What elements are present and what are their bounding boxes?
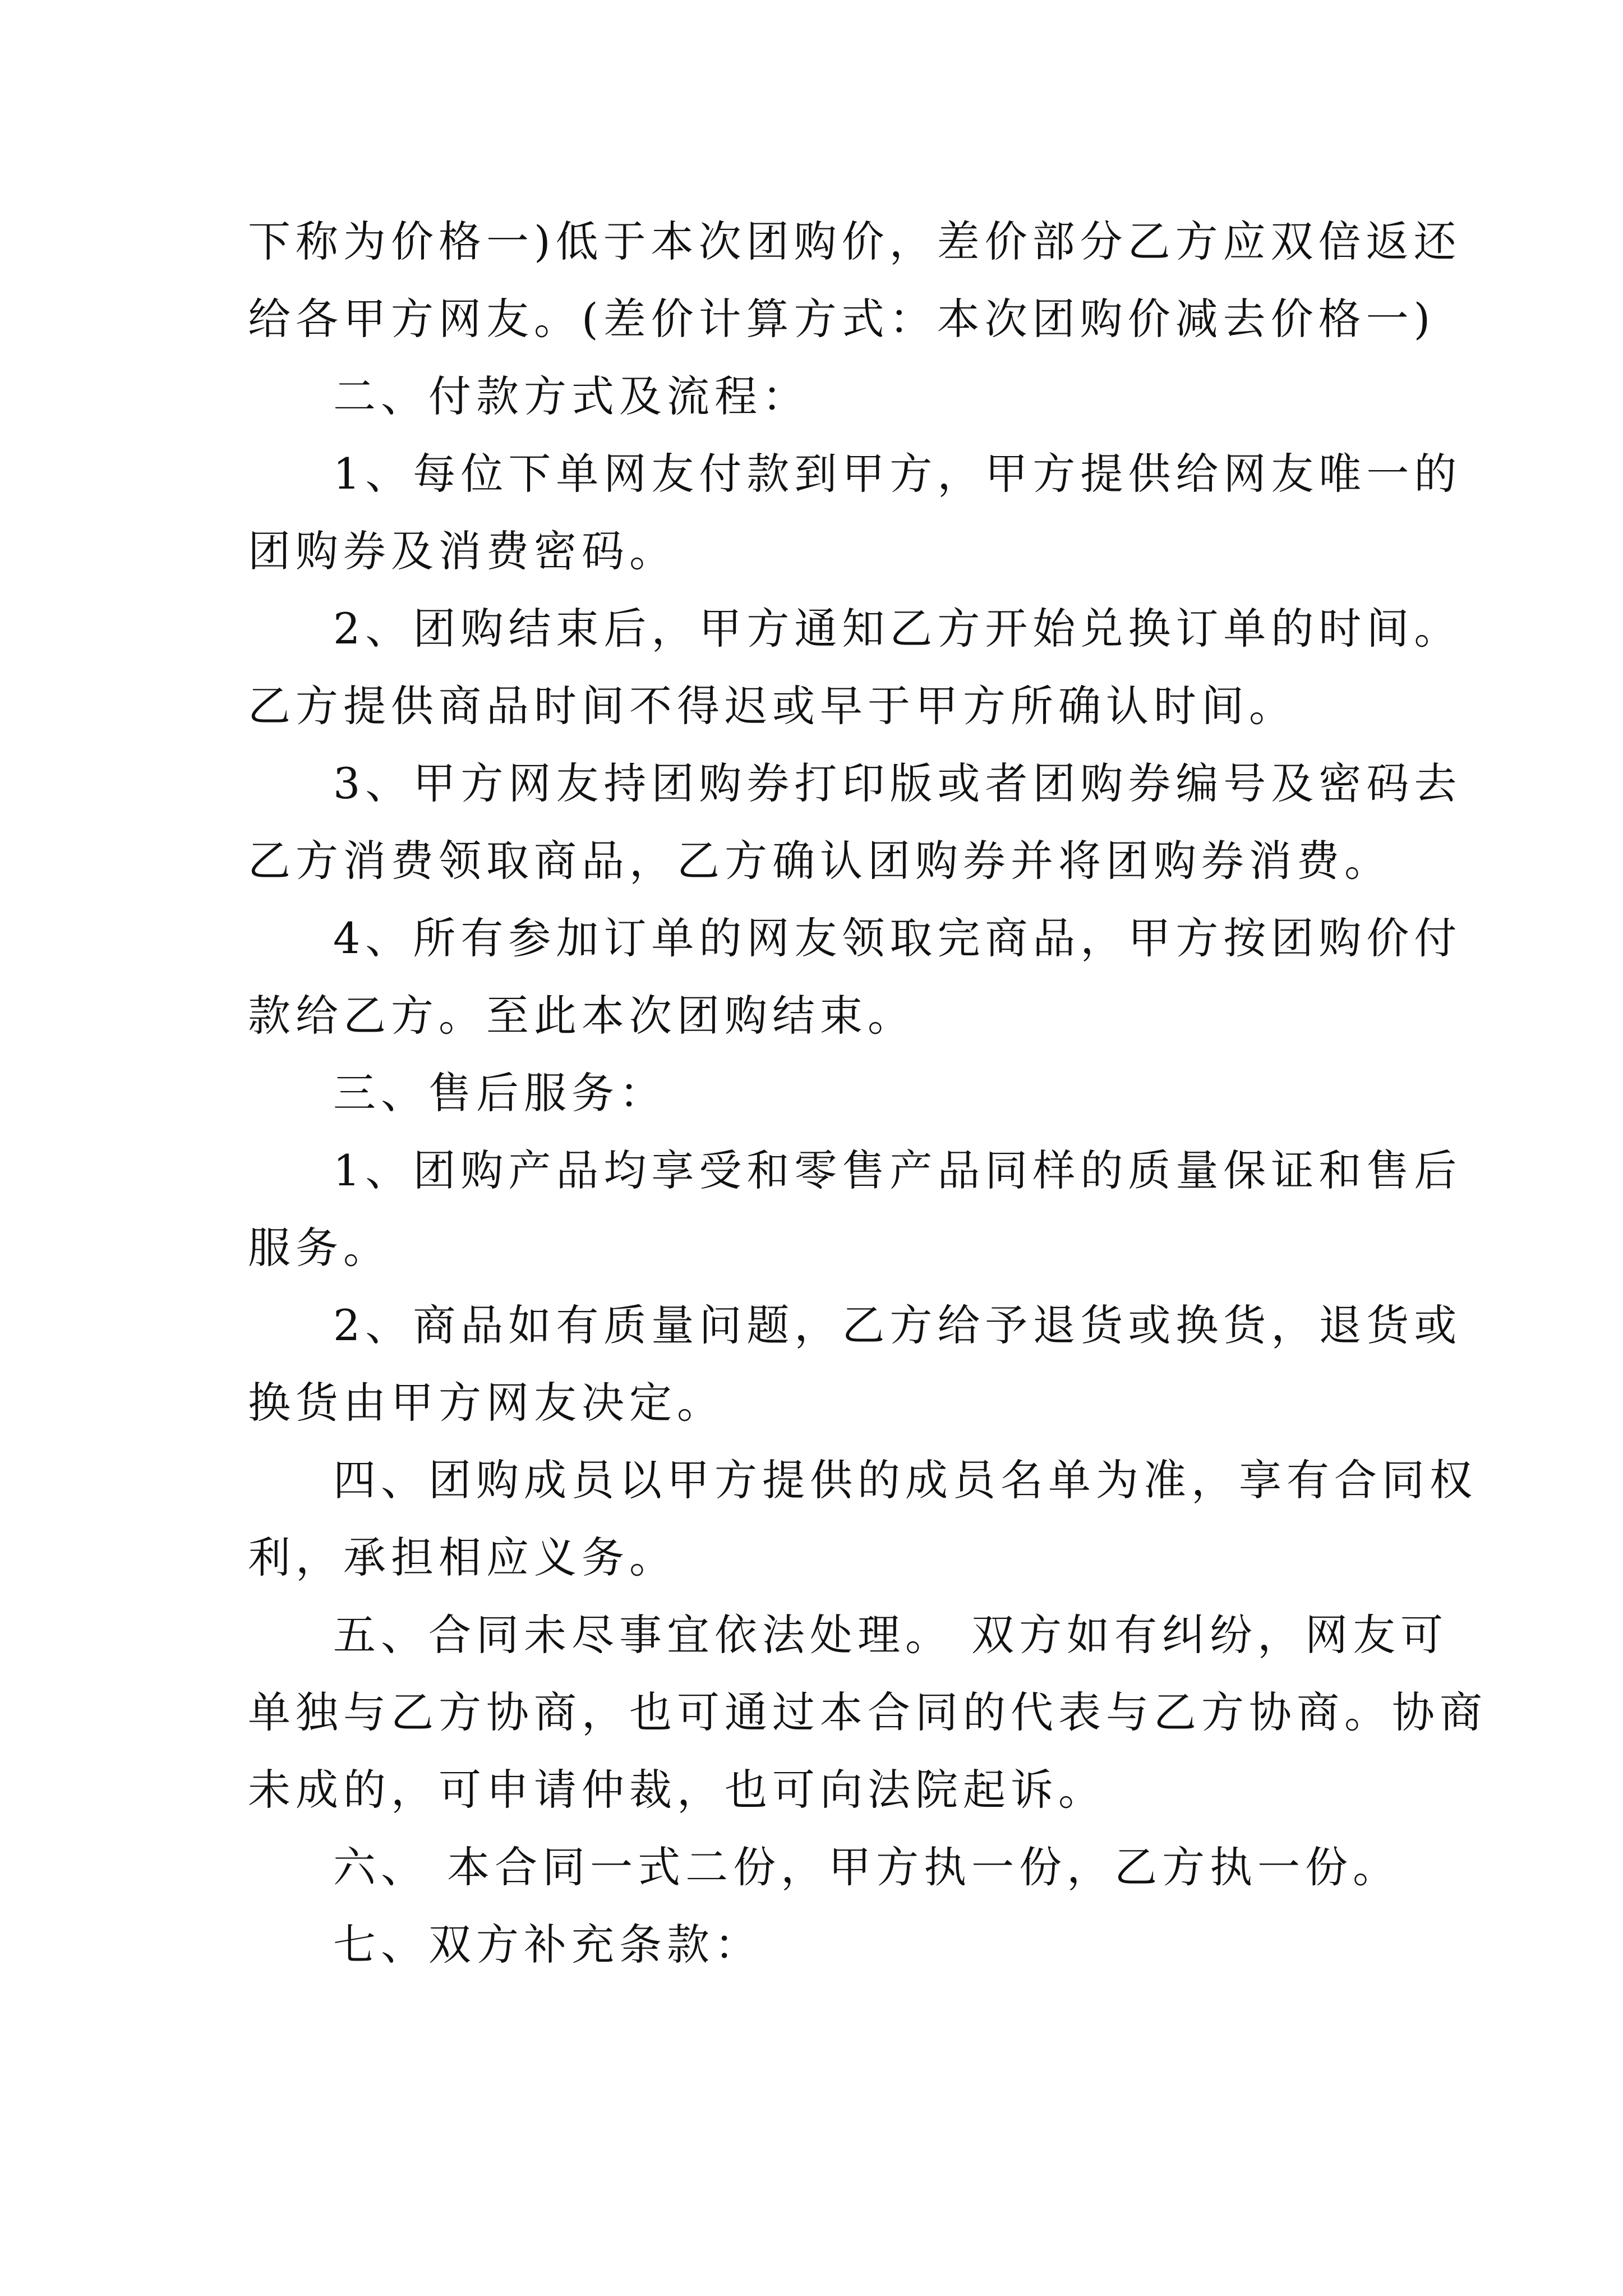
text-line: 单独与乙方协商，也可通过本合同的代表与乙方协商。协商	[248, 1687, 1487, 1737]
text-line: 给各甲方网友。(差价计算方式：本次团购价减去价格一)	[248, 294, 1436, 344]
section-disputes: 五、合同未尽事宜依法处理。 双方如有纠纷，网友可	[333, 1610, 1449, 1660]
text-line: 4、所有参加订单的网友领取完商品，甲方按团购价付	[333, 913, 1462, 963]
text-line: 3、甲方网友持团购券打印版或者团购券编号及密码去	[333, 758, 1462, 808]
text-line: 下称为价格一)低于本次团购价，差价部分乙方应双倍返还	[248, 217, 1461, 266]
text-line: 乙方提供商品时间不得迟或早于甲方所确认时间。	[248, 681, 1297, 731]
section-heading-payment: 二、付款方式及流程：	[333, 371, 810, 421]
text-line: 团购券及消费密码。	[248, 526, 677, 576]
text-line: 乙方消费领取商品，乙方确认团购券并将团购券消费。	[248, 836, 1392, 886]
text-line: 款给乙方。至此本次团购结束。	[248, 991, 915, 1041]
section-heading-after-sales: 三、售后服务：	[333, 1068, 667, 1118]
contract-body	[248, 203, 1487, 1984]
text-line: 服务。	[248, 1223, 391, 1273]
text-line: 利，承担相应义务。	[248, 1533, 677, 1582]
section-supplementary: 七、双方补充条款：	[333, 1920, 762, 1970]
text-line: 未成的，可申请仲裁，也可向法院起诉。	[248, 1765, 1106, 1815]
section-members: 四、团购成员以甲方提供的成员名单为准，享有合同权	[333, 1455, 1477, 1505]
text-line: 换货由甲方网友决定。	[248, 1378, 725, 1428]
text-line: 2、商品如有质量问题，乙方给予退货或换货，退货或	[333, 1300, 1462, 1350]
text-line: 2、团购结束后，甲方通知乙方开始兑换订单的时间。	[333, 604, 1462, 654]
text-line: 1、团购产品均享受和零售产品同样的质量保证和售后	[333, 1145, 1462, 1195]
text-line: 1、每位下单网友付款到甲方，甲方提供给网友唯一的	[333, 449, 1462, 499]
section-copies: 六、 本合同一式二份，甲方执一份，乙方执一份。	[333, 1842, 1401, 1892]
